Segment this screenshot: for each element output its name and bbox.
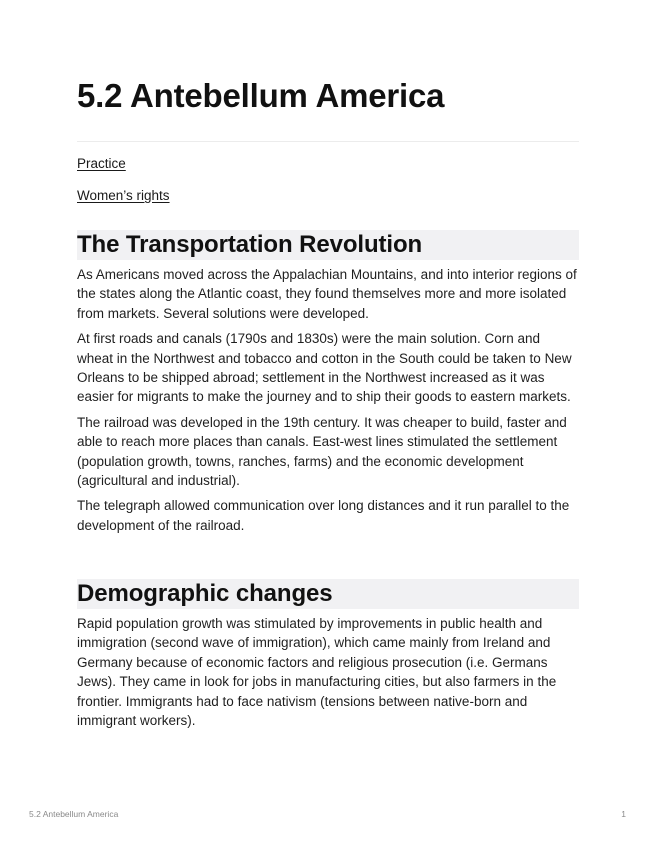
paragraph: The railroad was developed in the 19th century. It was cheaper to build, faster and able to reach more places than canals. East-west lines stimulated the settlement (population growth, towns, ranches, farms) and the economic development (agricultural and industrial). [77,414,567,489]
paragraph: Rapid population growth was stimulated by improvements in public health and immigration (second wave of immigration), which came mainly from Ireland and Germany because of economic factors and religious prosecution (i.e. Germans Jews). They came in look for jobs in manufacturing cities, but also farmers in the frontier. Immigrants had to face nativism (tensions between native-born and immigrant workers). [77,616,557,729]
practice-link[interactable]: Practice [77,156,126,171]
section-demographic-changes [77,579,579,730]
footer-page-number: 1 [621,809,626,819]
womens-rights-link[interactable]: Women’s rights [77,188,170,203]
footer-document-name: 5.2 Antebellum America [29,809,119,819]
section-heading: The Transportation Revolution [77,230,579,260]
title-divider [77,141,579,142]
page-title: 5.2 Antebellum America [77,77,445,114]
paragraph: The telegraph allowed communication over long distances and it run parallel to the development of the railroad. [77,498,570,533]
paragraph: At first roads and canals (1790s and 1830s) were the main solution. Corn and wheat in the Northwest and tobacco and cotton in the South could be taken to New Orleans to be shipped abroad; settlement in the Northwest increased as it was easier for migrants to make the journey and to ship their goods to eastern markets. [77,331,572,405]
section-heading: Demographic changes [77,579,579,609]
section-transportation-revolution [77,230,579,535]
paragraph: As Americans moved across the Appalachian Mountains, and into interior regions of the states along the Atlantic coast, they found themselves more and more isolated from markets. Several solutions were developed. [77,267,577,321]
